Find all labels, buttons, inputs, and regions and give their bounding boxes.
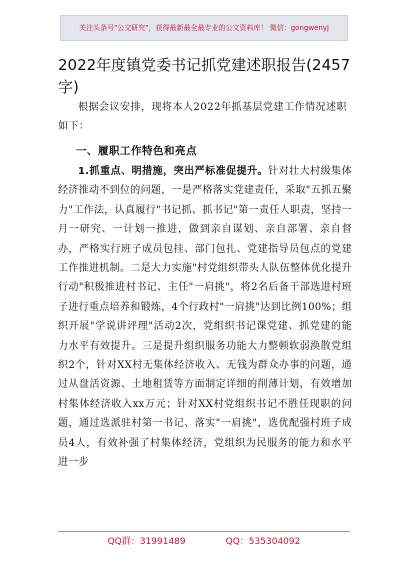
footer-qq: QQ：535304092: [225, 537, 301, 547]
footer: [58, 534, 350, 547]
body-paragraph: [58, 162, 352, 473]
body-text: 针对壮大村级集体经济推动不到位的问题，一是严格落实党建责任，采取"五抓五聚力"工作法，认真履行"书记抓、抓书记"第一责任人职责，坚持一月一研究、一计划一推进，做到亲自谋划、亲自部署、亲自督办，严格实行班子成员包挂、部门包扎、党建指导员包点的党建工作推进机制。二是大力实施"村党组织带头人队伍整体优化提升行动"积极推进村书记、主任"一肩挑"，将2名后备干部选进村班子进行重点培养和锻炼，4个行政村"一肩挑"达到比例100%；组织开展"学说讲评理"活动2次，党组织书记课党建、抓党建的能力水平有效提升。三是提升组织服务功能大力整顿软弱涣散党组织2个，针对XX村无集体经济收入、无钱为群众办事的问题，通过从盘活资源、土地租赁等方面制定详细的削薄计划，有效增加村集体经济收入xx万元；针对XX村党组织书记不胜任现职的问题，通过选派驻村第一书记、落实"一肩挑"，选优配强村班子成员4人，有效补强了村集体经济，党组织为民服务的能力和水平进一步: [58, 166, 352, 469]
intro-paragraph: 根据会议安排，现将本人2022年抓基层党建工作情况述职如下：: [58, 102, 347, 132]
section-heading: 一、履职工作特色和亮点: [76, 145, 197, 157]
footer-qq-group: QQ群：31991489: [107, 537, 186, 547]
document-title: 2022年度镇党委书记抓党建述职报告(2457字): [58, 56, 351, 96]
footer-divider: [58, 531, 350, 532]
promo-banner-text: 关注头条号"公文研究"，获得最新最全最专业的公文资料库！ 微信：gongwenyj: [79, 24, 329, 32]
promo-banner: [60, 15, 348, 41]
lead-sentence: 1.抓重点、明措施，突出严标准促提升。: [78, 166, 269, 177]
